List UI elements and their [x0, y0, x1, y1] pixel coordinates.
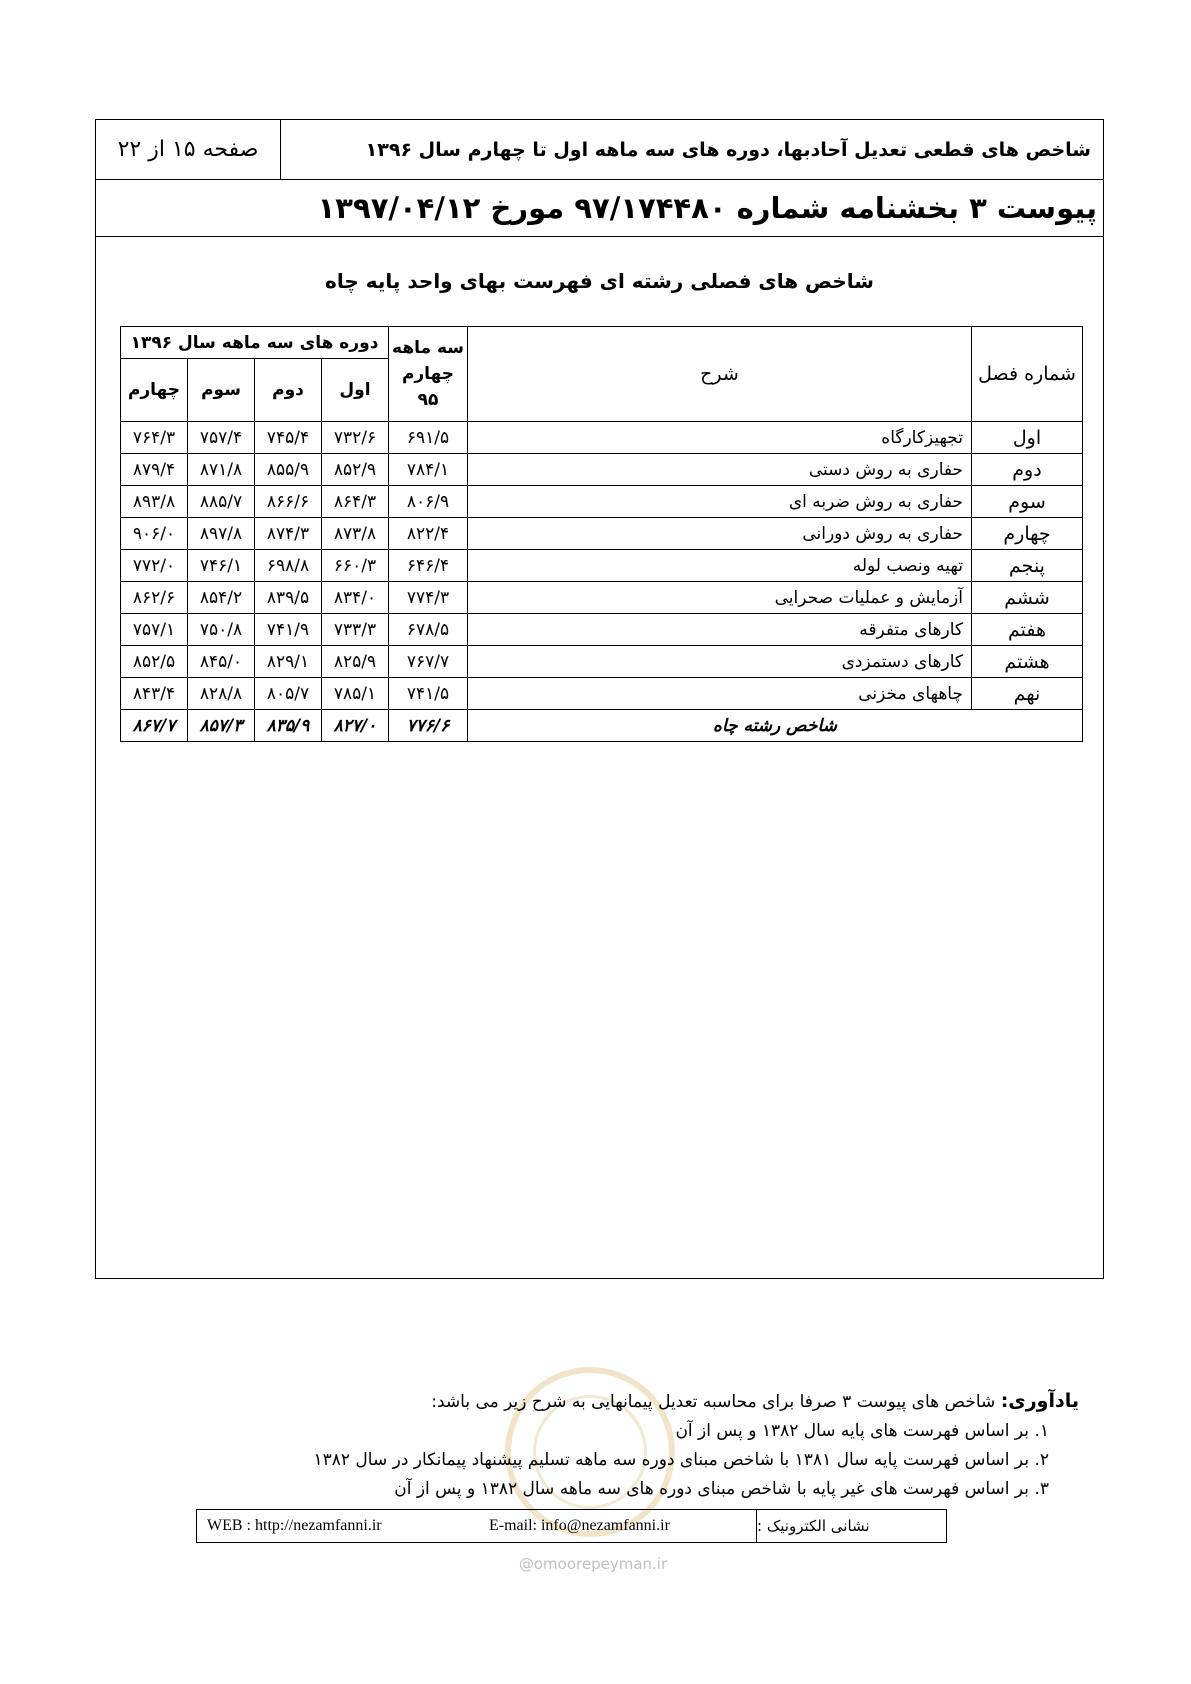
cell-prev: ۷۸۴/۱ — [389, 454, 468, 486]
table-row — [121, 486, 1083, 518]
watermark-text: @omoorepeyman.ir — [518, 1555, 668, 1573]
cell-fasl: ششم — [972, 582, 1083, 614]
cell-fasl: اول — [972, 422, 1083, 454]
cell-prev: ۷۴۱/۵ — [389, 678, 468, 710]
table-row — [121, 454, 1083, 486]
table-row — [121, 422, 1083, 454]
annex-title: پیوست ۳ بخشنامه شماره ۹۷/۱۷۴۴۸۰ مورخ ۱۳۹۷/۰۴/۱۲ — [317, 191, 1097, 225]
document-title: شاخص های قطعی تعدیل آحادبها، دوره های سه ماهه اول تا چهارم سال ۱۳۹۶ — [365, 138, 1091, 161]
cell-q1: ۸۶۴/۳ — [322, 486, 389, 518]
cell-desc: آزمایش و عملیات صحرایی — [468, 582, 972, 614]
cell-total-q3: ۸۵۷/۳ — [188, 710, 255, 742]
notes-item: ۲. بر اساس فهرست پایه سال ۱۳۸۱ با شاخص مبنای دوره سه ماهه تسلیم پیشنهاد پیمانکار در سال ۱۳۸۲ — [313, 1450, 1049, 1470]
col-header-q1: اول — [322, 359, 389, 422]
cell-fasl: سوم — [972, 486, 1083, 518]
cell-desc: تهیه ونصب لوله — [468, 550, 972, 582]
cell-q2: ۷۴۵/۴ — [255, 422, 322, 454]
notes-item: ۱. بر اساس فهرست های پایه سال ۱۳۸۲ و پس از آن — [675, 1421, 1049, 1441]
cell-total-q1: ۸۲۷/۰ — [322, 710, 389, 742]
cell-q1: ۷۳۳/۳ — [322, 614, 389, 646]
cell-prev: ۸۲۲/۴ — [389, 518, 468, 550]
cell-fasl: نهم — [972, 678, 1083, 710]
cell-q3: ۸۲۸/۸ — [188, 678, 255, 710]
cell-q2: ۸۲۹/۱ — [255, 646, 322, 678]
cell-q3: ۷۵۰/۸ — [188, 614, 255, 646]
cell-prev: ۶۹۱/۵ — [389, 422, 468, 454]
cell-q1: ۷۳۲/۶ — [322, 422, 389, 454]
cell-q2: ۷۴۱/۹ — [255, 614, 322, 646]
cell-q1: ۸۵۲/۹ — [322, 454, 389, 486]
cell-prev: ۶۴۶/۴ — [389, 550, 468, 582]
cell-q3: ۷۴۶/۱ — [188, 550, 255, 582]
cell-q3: ۸۹۷/۸ — [188, 518, 255, 550]
cell-q2: ۶۹۸/۸ — [255, 550, 322, 582]
cell-q2: ۸۷۴/۳ — [255, 518, 322, 550]
web-link[interactable]: WEB : http://nezamfanni.ir — [207, 1517, 382, 1534]
notes-item: ۳. بر اساس فهرست های غیر پایه با شاخص مبنای دوره های سه ماهه سال ۱۳۸۲ و پس از آن — [394, 1479, 1049, 1499]
cell-q1: ۷۸۵/۱ — [322, 678, 389, 710]
cell-desc: حفاری به روش دورانی — [468, 518, 972, 550]
cell-q2: ۸۶۶/۶ — [255, 486, 322, 518]
table-total-row — [121, 710, 1083, 742]
col-header-group: دوره های سه ماهه سال ۱۳۹۶ — [121, 327, 389, 359]
cell-fasl: چهارم — [972, 518, 1083, 550]
col-header-q4: چهارم — [121, 359, 188, 422]
page-frame — [95, 119, 1104, 1279]
table-header-row — [121, 327, 1083, 359]
cell-q4: ۸۷۹/۴ — [121, 454, 188, 486]
col-header-desc: شرح — [468, 327, 972, 422]
cell-desc: حفاری به روش ضربه ای — [468, 486, 972, 518]
cell-desc: کارهای متفرقه — [468, 614, 972, 646]
cell-prev: ۷۷۴/۳ — [389, 582, 468, 614]
cell-fasl: هشتم — [972, 646, 1083, 678]
notes-intro-line — [119, 1387, 1079, 1417]
cell-prev: ۷۶۷/۷ — [389, 646, 468, 678]
col-header-q3: سوم — [188, 359, 255, 422]
cell-q2: ۸۰۵/۷ — [255, 678, 322, 710]
section-title: شاخص های فصلی رشته ای فهرست بهای واحد پایه چاه — [325, 269, 874, 293]
cell-desc: چاههای مخزنی — [468, 678, 972, 710]
cell-q3: ۸۷۱/۸ — [188, 454, 255, 486]
cell-q3: ۸۴۵/۰ — [188, 646, 255, 678]
table-row — [121, 646, 1083, 678]
cell-desc: تجهیزکارگاه — [468, 422, 972, 454]
cell-q2: ۸۳۹/۵ — [255, 582, 322, 614]
page-number: صفحه ۱۵ از ۲۲ — [96, 120, 281, 179]
cell-q4: ۹۰۶/۰ — [121, 518, 188, 550]
notes-label: یادآوری: — [1000, 1390, 1079, 1412]
cell-q2: ۸۵۵/۹ — [255, 454, 322, 486]
table-row — [121, 518, 1083, 550]
cell-total-q2: ۸۳۵/۹ — [255, 710, 322, 742]
cell-q1: ۸۷۳/۸ — [322, 518, 389, 550]
cell-q1: ۸۳۴/۰ — [322, 582, 389, 614]
footer-contact-box — [196, 1509, 947, 1543]
cell-q3: ۸۵۴/۲ — [188, 582, 255, 614]
annex-row — [96, 180, 1103, 237]
cell-q4: ۷۶۴/۳ — [121, 422, 188, 454]
index-table — [120, 326, 1083, 742]
cell-q1: ۸۲۵/۹ — [322, 646, 389, 678]
cell-fasl: پنجم — [972, 550, 1083, 582]
cell-desc: حفاری به روش دستی — [468, 454, 972, 486]
cell-q4: ۸۴۳/۴ — [121, 678, 188, 710]
cell-q1: ۶۶۰/۳ — [322, 550, 389, 582]
email-link[interactable]: E-mail: info@nezamfanni.ir — [477, 1510, 757, 1542]
notes-intro: شاخص های پیوست ۳ صرفا برای محاسبه تعدیل پیمانهایی به شرح زیر می باشد: — [431, 1392, 1001, 1412]
cell-q4: ۷۷۲/۰ — [121, 550, 188, 582]
col-header-prev: سه ماهه چهارم ۹۵ — [389, 327, 468, 422]
col-header-q2: دوم — [255, 359, 322, 422]
cell-q4: ۸۶۲/۶ — [121, 582, 188, 614]
header-row — [96, 120, 1103, 180]
contact-label: نشانی الکترونیک : — [757, 1517, 870, 1535]
cell-total-desc: شاخص رشته چاه — [468, 710, 1083, 742]
cell-q4: ۷۵۷/۱ — [121, 614, 188, 646]
cell-q3: ۷۵۷/۴ — [188, 422, 255, 454]
table-row — [121, 582, 1083, 614]
cell-desc: کارهای دستمزدی — [468, 646, 972, 678]
cell-total-q4: ۸۶۷/۷ — [121, 710, 188, 742]
table-row — [121, 614, 1083, 646]
cell-q4: ۸۹۳/۸ — [121, 486, 188, 518]
cell-q3: ۸۸۵/۷ — [188, 486, 255, 518]
notes-block — [119, 1387, 1079, 1504]
cell-prev: ۶۷۸/۵ — [389, 614, 468, 646]
cell-prev: ۸۰۶/۹ — [389, 486, 468, 518]
table-row — [121, 550, 1083, 582]
cell-q4: ۸۵۲/۵ — [121, 646, 188, 678]
cell-fasl: هفتم — [972, 614, 1083, 646]
table-row — [121, 678, 1083, 710]
cell-fasl: دوم — [972, 454, 1083, 486]
col-header-fasl: شماره فصل — [972, 327, 1083, 422]
cell-total-prev: ۷۷۶/۶ — [389, 710, 468, 742]
